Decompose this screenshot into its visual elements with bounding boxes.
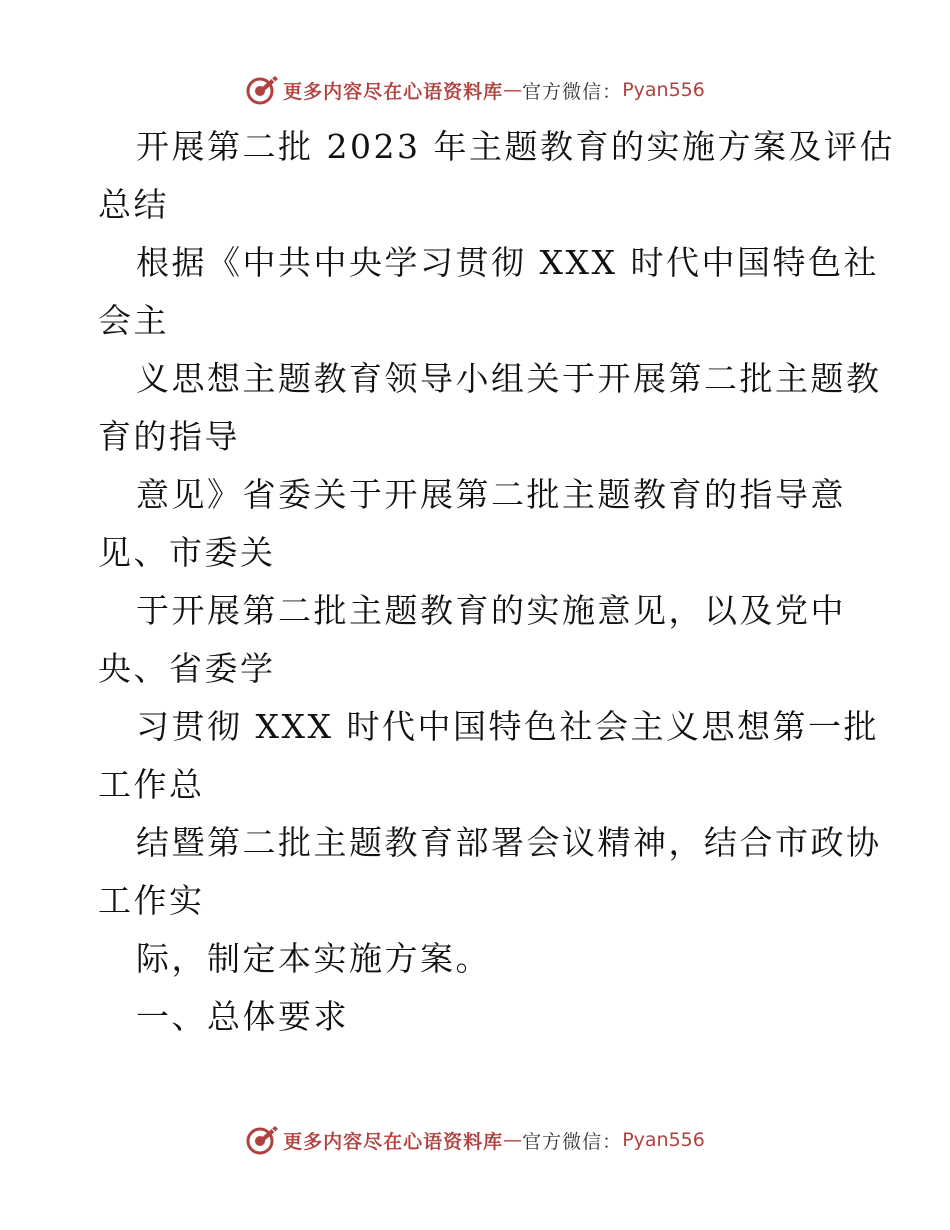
paragraph-line: 际，制定本实施方案。 [136, 939, 491, 978]
section-heading: 一、总体要求 [136, 997, 349, 1036]
banner-wechat-label: 官方微信： [522, 1130, 623, 1153]
title-line-2: 总结 [98, 185, 169, 224]
banner-wechat-id: Pyan556 [622, 79, 705, 101]
paragraph-line: 于开展第二批主题教育的实施意见，以及党中 [136, 591, 846, 630]
paragraph-line: 结暨第二批主题教育部署会议精神，结合市政协 [136, 823, 882, 862]
paragraph-line: 央、省委学 [98, 649, 276, 688]
title-line-1: 开展第二批 2023 年主题教育的实施方案及评估 [136, 127, 895, 166]
banner-dash: — [503, 1129, 523, 1151]
header-watermark-banner [0, 70, 950, 110]
paragraph-line: 习贯彻 XXX 时代中国特色社会主义思想第一批 [136, 707, 879, 746]
paragraph-line: 育的指导 [98, 417, 240, 456]
footer-watermark-banner [0, 1120, 950, 1160]
banner-wechat-id: Pyan556 [622, 1129, 705, 1151]
paragraph-line: 工作总 [98, 765, 205, 804]
paragraph-line: 见、市委关 [98, 533, 276, 572]
pen-logo-icon [245, 1123, 279, 1157]
banner-main-text: 更多内容尽在心语资料库 [283, 1130, 504, 1153]
paragraph-line: 义思想主题教育领导小组关于开展第二批主题教 [136, 359, 882, 398]
banner-dash: — [503, 79, 523, 101]
pen-logo-icon [245, 73, 279, 107]
paragraph-line: 根据《中共中央学习贯彻 XXX 时代中国特色社 [136, 243, 879, 282]
banner-wechat-label: 官方微信： [522, 80, 623, 103]
paragraph-line: 会主 [98, 301, 169, 340]
paragraph-line: 意见》省委关于开展第二批主题教育的指导意 [136, 475, 846, 514]
document-body [98, 118, 895, 1046]
paragraph-line: 工作实 [98, 881, 205, 920]
banner-main-text: 更多内容尽在心语资料库 [283, 80, 504, 103]
